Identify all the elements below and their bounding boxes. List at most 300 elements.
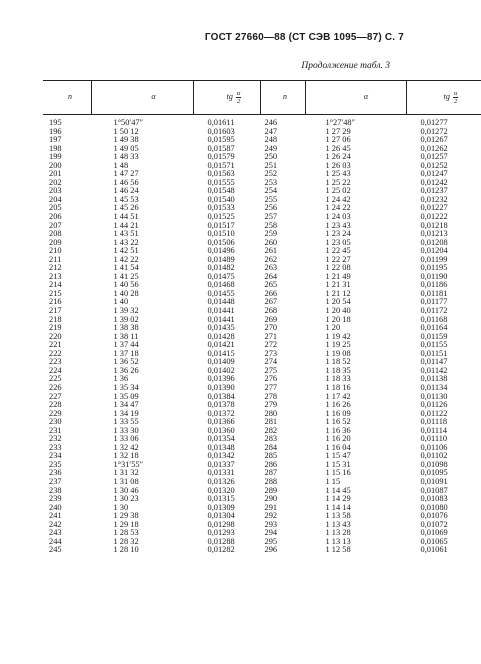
cell-alpha-2: 1 16 26 (325, 400, 351, 410)
table-row (43, 162, 481, 171)
cell-tg-2: 0,01168 (420, 314, 448, 324)
cell-alpha: 1 30 46 (113, 485, 139, 495)
table-row (43, 452, 481, 461)
table-row (43, 170, 481, 179)
fraction-denominator-2: 2 (453, 98, 458, 105)
cell-n: 215 (49, 288, 62, 298)
cell-alpha: 1 45 53 (113, 194, 139, 204)
cell-n: 235 (49, 459, 62, 469)
cell-n-2: 253 (264, 177, 278, 187)
table-row (43, 427, 481, 436)
cell-n: 219 (49, 323, 62, 333)
cell-tg-2: 0,01126 (420, 400, 448, 410)
fraction-numerator-2: α (453, 90, 458, 97)
cell-tg-2: 0,01199 (420, 254, 448, 264)
cell-n-2: 256 (264, 203, 278, 213)
table-row (43, 410, 481, 419)
cell-tg: 0,01525 (207, 212, 235, 222)
table-row (43, 546, 481, 555)
cell-alpha: 1 40 28 (113, 288, 139, 298)
cell-alpha-2: 1 23 05 (325, 237, 351, 247)
cell-tg: 0,01309 (207, 502, 235, 512)
table-row (43, 324, 481, 333)
cell-n-2: 295 (264, 536, 278, 546)
cell-n: 213 (49, 271, 62, 281)
cell-tg-2: 0,01138 (420, 374, 448, 384)
cell-tg-2: 0,01172 (420, 306, 448, 316)
cell-tg-2: 0,01252 (420, 160, 448, 170)
cell-alpha-2: 1 26 45 (325, 143, 351, 153)
cell-tg: 0,01354 (207, 434, 235, 444)
cell-n-2: 283 (264, 434, 278, 444)
cell-alpha: 1 48 33 (113, 152, 139, 162)
table-row (43, 358, 481, 367)
cell-tg: 0,01390 (207, 382, 235, 392)
cell-alpha: 1 33 06 (113, 434, 139, 444)
cell-alpha-2: 1 24 42 (325, 194, 351, 204)
cell-alpha-2: 1 14 29 (325, 494, 351, 504)
cell-tg: 0,01293 (207, 528, 235, 538)
table-row (43, 435, 481, 444)
table-header-row (43, 81, 481, 115)
cell-tg-2: 0,01257 (420, 152, 448, 162)
cell-tg-2: 0,01208 (420, 237, 448, 247)
cell-n: 243 (49, 528, 62, 538)
cell-n: 202 (49, 177, 62, 187)
cell-tg-2: 0,01061 (420, 545, 448, 555)
cell-tg-2: 0,01114 (420, 425, 448, 435)
table-row (43, 444, 481, 453)
cell-tg-2: 0,01095 (420, 468, 448, 478)
cell-alpha: 1 28 32 (113, 536, 139, 546)
cell-tg: 0,01571 (207, 160, 235, 170)
cell-tg-2: 0,01102 (420, 451, 448, 461)
cell-tg: 0,01603 (207, 126, 235, 136)
cell-tg-2: 0,01190 (420, 271, 448, 281)
col-alpha-header-2: α (306, 81, 407, 115)
cell-alpha-2: 1 15 16 (325, 468, 351, 478)
table-row (43, 256, 481, 265)
table-row (43, 264, 481, 273)
cell-alpha: 1 34 47 (113, 400, 139, 410)
cell-tg-2: 0,01098 (420, 459, 448, 469)
table-row (43, 307, 481, 316)
cell-alpha-2: 1 26 03 (325, 160, 351, 170)
cell-tg: 0,01315 (207, 494, 235, 504)
cell-alpha-2: 1 16 36 (325, 425, 351, 435)
cell-alpha-2: 1 20 (325, 323, 341, 333)
cell-tg: 0,01384 (207, 391, 235, 401)
cell-alpha-2: 1 16 09 (325, 408, 351, 418)
cell-alpha: 1 37 18 (113, 348, 139, 358)
cell-alpha: 1 41 54 (113, 263, 139, 273)
table-row (43, 222, 481, 231)
cell-n-2: 281 (264, 417, 278, 427)
cell-n: 244 (49, 536, 62, 546)
cell-alpha-2: 1 21 49 (325, 271, 351, 281)
cell-alpha: 1 44 51 (113, 212, 139, 222)
cell-tg: 0,01579 (207, 152, 235, 162)
cell-alpha-2: 1 27 29 (325, 126, 351, 136)
cell-alpha-2: 1 15 (325, 476, 341, 486)
tg-label: tg (226, 92, 233, 102)
half-alpha-fraction-2 (453, 90, 458, 105)
cell-n: 225 (49, 374, 62, 384)
cell-n: 212 (49, 263, 62, 273)
cell-alpha-2: 1 19 25 (325, 340, 351, 350)
cell-n-2: 274 (264, 357, 278, 367)
cell-tg: 0,01587 (207, 143, 235, 153)
cell-alpha: 1 41 25 (113, 271, 139, 281)
cell-alpha: 1 39 32 (113, 306, 139, 316)
cell-alpha: 1 29 38 (113, 511, 139, 521)
table-row (43, 512, 481, 521)
cell-tg-2: 0,01134 (420, 382, 448, 392)
table-row (43, 504, 481, 513)
cell-n: 199 (49, 152, 62, 162)
cell-alpha-2: 1 27 06 (325, 135, 351, 145)
cell-alpha-2: 1 13 13 (325, 536, 351, 546)
cell-n-2: 289 (264, 485, 278, 495)
cell-tg-2: 0,01181 (420, 288, 448, 298)
table-row (43, 538, 481, 547)
cell-n-2: 272 (264, 340, 278, 350)
cell-n-2: 247 (264, 126, 278, 136)
table-row (43, 153, 481, 162)
cell-n-2: 248 (264, 135, 278, 145)
cell-n: 216 (49, 297, 62, 307)
cell-n: 232 (49, 434, 62, 444)
table-row (43, 230, 481, 239)
cell-alpha-2: 1 19 42 (325, 331, 351, 341)
cell-n: 198 (49, 143, 62, 153)
cell-n: 221 (49, 340, 62, 350)
cell-alpha: 1 31 32 (113, 468, 139, 478)
cell-n-2: 260 (264, 237, 278, 247)
cell-tg-2: 0,01262 (420, 143, 448, 153)
table-row (43, 213, 481, 222)
table-row (43, 367, 481, 376)
cell-alpha-2: 1 18 52 (325, 357, 351, 367)
cell-n: 229 (49, 408, 62, 418)
cell-alpha: 1 39 02 (113, 314, 139, 324)
cell-n-2: 250 (264, 152, 278, 162)
cell-tg: 0,01441 (207, 314, 235, 324)
table-row (43, 478, 481, 487)
cell-n-2: 290 (264, 494, 278, 504)
cell-tg-2: 0,01159 (420, 331, 448, 341)
cell-n-2: 291 (264, 502, 278, 512)
cell-tg: 0,01510 (207, 229, 235, 239)
cell-n: 236 (49, 468, 62, 478)
table-row (43, 115, 481, 128)
table-row (43, 247, 481, 256)
cell-tg: 0,01378 (207, 400, 235, 410)
cell-n-2: 276 (264, 374, 278, 384)
cell-alpha-2: 1 16 20 (325, 434, 351, 444)
cell-tg-2: 0,01277 (420, 118, 448, 127)
cell-n-2: 282 (264, 425, 278, 435)
cell-tg: 0,01506 (207, 237, 235, 247)
cell-tg: 0,01396 (207, 374, 235, 384)
cell-n: 245 (49, 545, 62, 555)
cell-tg-2: 0,01227 (420, 203, 448, 213)
cell-n-2: 263 (264, 263, 278, 273)
cell-tg: 0,01441 (207, 306, 235, 316)
cell-alpha: 1 42 22 (113, 254, 139, 264)
cell-alpha: 1 32 42 (113, 442, 139, 452)
cell-alpha-2: 1 13 58 (325, 511, 351, 521)
table-row (43, 418, 481, 427)
fraction-denominator: 2 (236, 98, 241, 105)
cell-tg-2: 0,01122 (420, 408, 448, 418)
cell-alpha-2: 1 13 28 (325, 528, 351, 538)
cell-alpha: 1 43 22 (113, 237, 139, 247)
col-alpha-header: α (92, 81, 194, 115)
table-row (43, 375, 481, 384)
cell-n-2: 287 (264, 468, 278, 478)
table-row (43, 350, 481, 359)
cell-alpha: 1 37 44 (113, 340, 139, 350)
table-body (43, 115, 481, 555)
cell-alpha: 1 33 30 (113, 425, 139, 435)
cell-tg: 0,01611 (207, 118, 235, 127)
cell-alpha-2: 1 18 16 (325, 382, 351, 392)
table-row (43, 281, 481, 290)
cell-tg-2: 0,01267 (420, 135, 448, 145)
cell-alpha-2: 1 22 45 (325, 246, 351, 256)
cell-tg: 0,01435 (207, 323, 235, 333)
cell-tg-2: 0,01222 (420, 212, 448, 222)
cell-tg: 0,01331 (207, 468, 235, 478)
cell-n: 222 (49, 348, 62, 358)
cell-tg: 0,01342 (207, 451, 235, 461)
cell-tg: 0,01288 (207, 536, 235, 546)
cell-tg: 0,01489 (207, 254, 235, 264)
cell-alpha-2: 1 15 31 (325, 459, 351, 469)
table-row (43, 273, 481, 282)
cell-n-2: 251 (264, 160, 278, 170)
cell-alpha: 1 42 51 (113, 246, 139, 256)
cell-n: 203 (49, 186, 62, 196)
col-tg-header-2 (407, 81, 481, 115)
cell-n: 200 (49, 160, 62, 170)
table-row (43, 469, 481, 478)
table-row (43, 341, 481, 350)
cell-tg-2: 0,01164 (420, 323, 448, 333)
cell-n: 211 (49, 254, 62, 264)
cell-n: 207 (49, 220, 62, 230)
cell-n-2: 286 (264, 459, 278, 469)
cell-alpha: 1 28 10 (113, 545, 139, 555)
cell-n-2: 265 (264, 280, 278, 290)
cell-alpha: 1 47 27 (113, 169, 139, 179)
cell-n: 233 (49, 442, 62, 452)
cell-alpha-2: 1 24 03 (325, 212, 351, 222)
cell-n-2: 262 (264, 254, 278, 264)
cell-n-2: 293 (264, 519, 278, 529)
cell-n: 237 (49, 476, 62, 486)
cell-tg-2: 0,01065 (420, 536, 448, 546)
cell-alpha: 1 32 18 (113, 451, 139, 461)
cell-alpha: 1°31′55″ (113, 459, 144, 469)
cell-tg-2: 0,01110 (420, 434, 448, 444)
cell-tg-2: 0,01204 (420, 246, 448, 256)
cell-tg: 0,01326 (207, 476, 235, 486)
table-row (43, 145, 481, 154)
cell-n: 234 (49, 451, 62, 461)
cell-n-2: 249 (264, 143, 278, 153)
cell-n-2: 275 (264, 365, 278, 375)
cell-n: 242 (49, 519, 62, 529)
cell-tg-2: 0,01142 (420, 365, 448, 375)
cell-n-2: 270 (264, 323, 278, 333)
cell-alpha: 1 30 (113, 502, 129, 512)
cell-n: 214 (49, 280, 62, 290)
cell-tg: 0,01372 (207, 408, 235, 418)
cell-alpha: 1 29 18 (113, 519, 139, 529)
cell-tg-2: 0,01155 (420, 340, 448, 350)
cell-alpha: 1 48 (113, 160, 129, 170)
cell-n: 206 (49, 212, 62, 222)
cell-alpha-2: 1 25 22 (325, 177, 351, 187)
cell-tg: 0,01360 (207, 425, 235, 435)
cell-alpha: 1 44 21 (113, 220, 139, 230)
cell-n: 226 (49, 382, 62, 392)
cell-alpha: 1 49 38 (113, 135, 139, 145)
cell-alpha-2: 1°27′48″ (325, 118, 356, 127)
cell-tg: 0,01415 (207, 348, 235, 358)
cell-tg-2: 0,01091 (420, 476, 448, 486)
cell-n-2: 266 (264, 288, 278, 298)
cell-alpha-2: 1 23 24 (325, 229, 351, 239)
table-row (43, 316, 481, 325)
cell-tg-2: 0,01083 (420, 494, 448, 504)
cell-alpha: 1°50′47″ (113, 118, 144, 127)
cell-alpha-2: 1 25 43 (325, 169, 351, 179)
table-row (43, 204, 481, 213)
cell-alpha: 1 38 11 (113, 331, 139, 341)
cell-n-2: 292 (264, 511, 278, 521)
cell-alpha-2: 1 20 54 (325, 297, 351, 307)
cell-n: 195 (49, 118, 62, 127)
cell-tg: 0,01555 (207, 177, 235, 187)
cell-n-2: 264 (264, 271, 278, 281)
tangent-table (43, 80, 481, 555)
cell-tg-2: 0,01106 (420, 442, 448, 452)
cell-tg-2: 0,01147 (420, 357, 448, 367)
cell-tg: 0,01517 (207, 220, 235, 230)
table-row (43, 239, 481, 248)
cell-tg: 0,01348 (207, 442, 235, 452)
table-row (43, 128, 481, 137)
cell-tg-2: 0,01213 (420, 229, 448, 239)
cell-tg: 0,01421 (207, 340, 235, 350)
cell-tg: 0,01496 (207, 246, 235, 256)
cell-alpha: 1 28 53 (113, 528, 139, 538)
cell-alpha-2: 1 22 27 (325, 254, 351, 264)
cell-alpha-2: 1 14 45 (325, 485, 351, 495)
cell-alpha: 1 43 51 (113, 229, 139, 239)
cell-n-2: 268 (264, 306, 278, 316)
col-n-header: n (43, 81, 92, 115)
table-row (43, 333, 481, 342)
cell-tg: 0,01533 (207, 203, 235, 213)
cell-n-2: 288 (264, 476, 278, 486)
cell-alpha: 1 40 (113, 297, 129, 307)
cell-tg: 0,01409 (207, 357, 235, 367)
cell-tg: 0,01468 (207, 280, 235, 290)
cell-tg-2: 0,01272 (420, 126, 448, 136)
table-row (43, 384, 481, 393)
cell-n: 230 (49, 417, 62, 427)
table-row (43, 298, 481, 307)
cell-n: 238 (49, 485, 62, 495)
cell-alpha-2: 1 25 02 (325, 186, 351, 196)
table-row (43, 495, 481, 504)
cell-tg: 0,01428 (207, 331, 235, 341)
table-row (43, 393, 481, 402)
cell-alpha-2: 1 15 47 (325, 451, 351, 461)
cell-alpha-2: 1 21 12 (325, 288, 351, 298)
cell-n: 196 (49, 126, 62, 136)
fraction-numerator: α (236, 90, 241, 97)
cell-n-2: 267 (264, 297, 278, 307)
cell-tg: 0,01540 (207, 194, 235, 204)
cell-tg: 0,01563 (207, 169, 235, 179)
cell-tg-2: 0,01177 (420, 297, 448, 307)
cell-tg-2: 0,01076 (420, 511, 448, 521)
cell-n: 227 (49, 391, 62, 401)
cell-n: 197 (49, 135, 62, 145)
cell-alpha-2: 1 19 08 (325, 348, 351, 358)
cell-alpha: 1 46 56 (113, 177, 139, 187)
cell-n-2: 255 (264, 194, 278, 204)
cell-tg: 0,01298 (207, 519, 235, 529)
cell-alpha: 1 46 24 (113, 186, 139, 196)
cell-n-2: 269 (264, 314, 278, 324)
cell-n-2: 273 (264, 348, 278, 358)
cell-alpha: 1 49 05 (113, 143, 139, 153)
cell-tg: 0,01448 (207, 297, 235, 307)
cell-tg-2: 0,01069 (420, 528, 448, 538)
half-alpha-fraction (236, 90, 241, 105)
cell-alpha-2: 1 24 22 (325, 203, 351, 213)
cell-n-2: 252 (264, 169, 278, 179)
cell-alpha-2: 1 13 43 (325, 519, 351, 529)
cell-tg-2: 0,01247 (420, 169, 448, 179)
cell-alpha: 1 50 12 (113, 126, 139, 136)
cell-n-2: 258 (264, 220, 278, 230)
cell-tg-2: 0,01218 (420, 220, 448, 230)
cell-n-2: 271 (264, 331, 278, 341)
cell-n: 228 (49, 400, 62, 410)
cell-alpha: 1 36 26 (113, 365, 139, 375)
cell-alpha-2: 1 14 14 (325, 502, 351, 512)
cell-alpha-2: 1 16 52 (325, 417, 351, 427)
cell-alpha-2: 1 23 43 (325, 220, 351, 230)
cell-tg-2: 0,01195 (420, 263, 448, 273)
table-row (43, 529, 481, 538)
cell-alpha: 1 45 26 (113, 203, 139, 213)
cell-alpha: 1 33 55 (113, 417, 139, 427)
cell-tg: 0,01366 (207, 417, 235, 427)
table-row (43, 521, 481, 530)
table-row (43, 461, 481, 470)
cell-n: 220 (49, 331, 62, 341)
cell-alpha: 1 34 19 (113, 408, 139, 418)
cell-alpha: 1 35 09 (113, 391, 139, 401)
